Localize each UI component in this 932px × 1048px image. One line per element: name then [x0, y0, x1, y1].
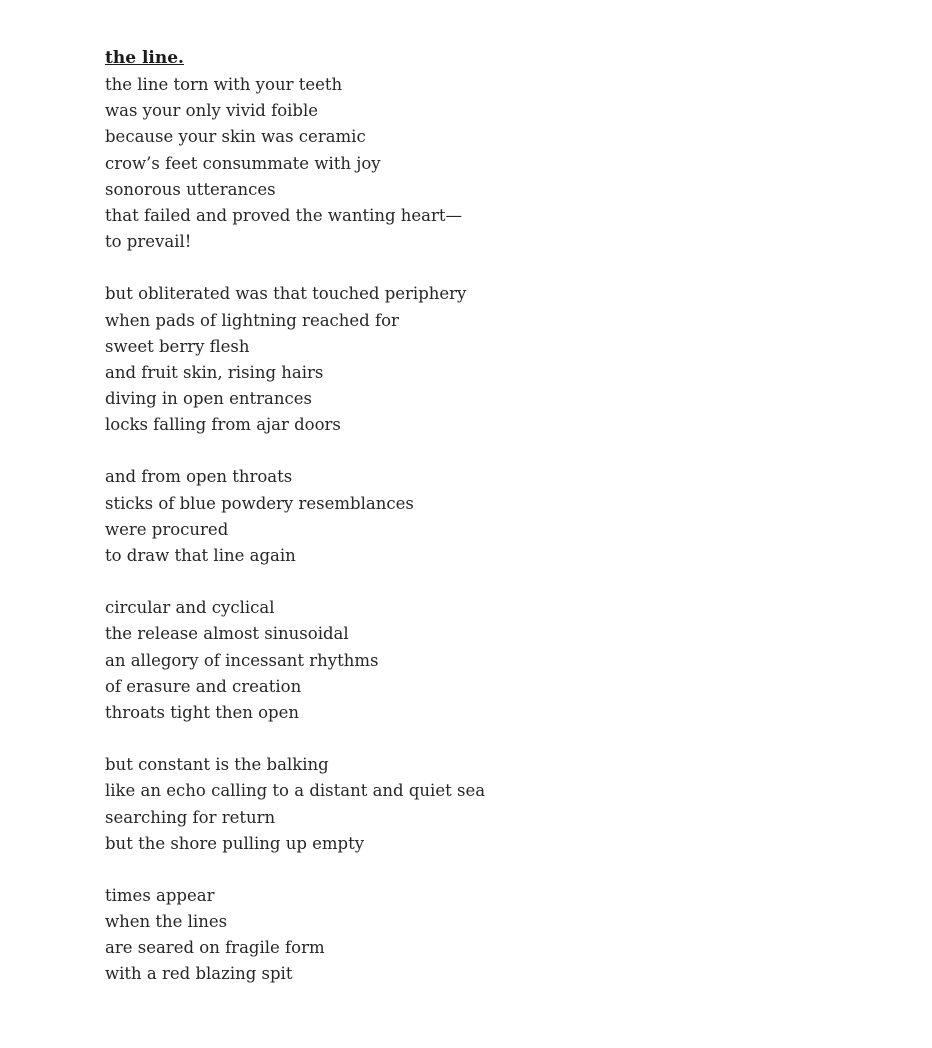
poem-line: that failed and proved the wanting heart— [105, 205, 463, 225]
stanza-5 [105, 752, 865, 857]
poem-line: but constant is the balking [105, 755, 329, 775]
poem-line: but obliterated was that touched periphery [105, 284, 467, 304]
stanza-1 [105, 72, 865, 255]
poem-line: the release almost sinusoidal [105, 624, 349, 644]
poem-line: the line torn with your teeth [105, 75, 343, 94]
poem-line: an allegory of incessant rhythms [105, 650, 379, 670]
stanza-4 [105, 595, 865, 726]
stanza-2 [105, 281, 865, 438]
poem-line: but the shore pulling up empty [105, 833, 365, 853]
poem-line: when pads of lightning reached for [105, 310, 399, 330]
poem-line: of erasure and creation [105, 676, 302, 696]
poem-line: were procured [105, 519, 229, 539]
poem-line: circular and cyclical [105, 598, 275, 618]
poem-line: because your skin was ceramic [105, 127, 366, 147]
poem-line: times appear [105, 885, 215, 905]
stanza-6 [105, 883, 865, 988]
poem-line: and from open throats [105, 467, 293, 487]
poem-page [105, 44, 865, 988]
poem-line: with a red blazing spit [105, 964, 293, 984]
poem-line: and fruit skin, rising hairs [105, 362, 324, 382]
poem-line: diving in open entrances [105, 389, 312, 409]
poem-line: throats tight then open [105, 702, 300, 722]
poem-line: locks falling from ajar doors [105, 415, 341, 435]
poem-line: when the lines [105, 912, 228, 932]
stanza-3 [105, 464, 865, 569]
poem-line: to prevail! [105, 232, 192, 252]
poem-line: crow’s feet consummate with joy [105, 153, 381, 173]
poem-line: like an echo calling to a distant and quiet sea [105, 781, 486, 801]
poem-line: was your only vivid foible [105, 101, 319, 121]
poem-line: sonorous utterances [105, 179, 276, 199]
poem-line: to draw that line again [105, 546, 296, 565]
poem-line: searching for return [105, 807, 276, 827]
poem-title: the line. [105, 48, 184, 68]
poem-line: sticks of blue powdery resemblances [105, 493, 414, 513]
poem-line: sweet berry flesh [105, 336, 250, 356]
poem-line: are seared on fragile form [105, 938, 325, 958]
